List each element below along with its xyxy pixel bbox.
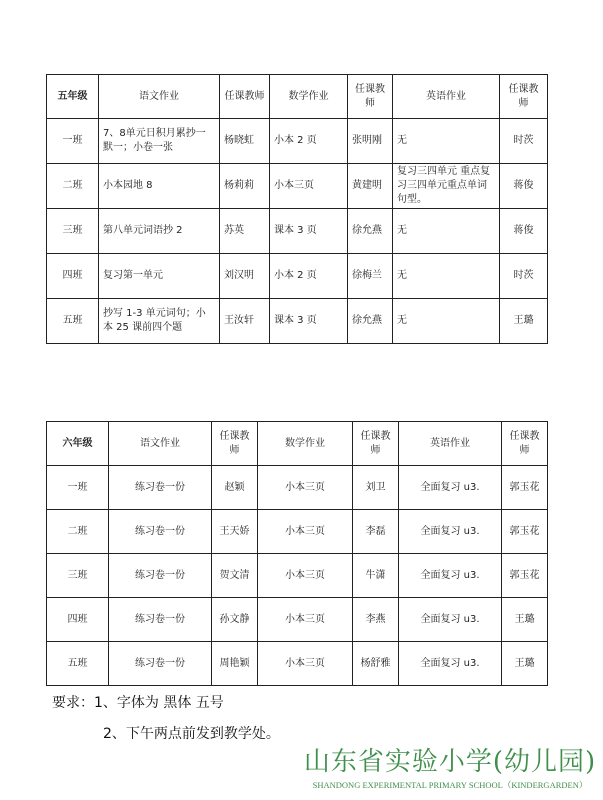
column-header: 任课教师 <box>220 75 270 119</box>
table-cell: 小本 2 页 <box>270 119 348 164</box>
table-cell: 王天娇 <box>212 510 258 554</box>
table-cell: 小本三页 <box>258 642 353 686</box>
table-cell: 复习第一单元 <box>99 254 220 299</box>
class-name-cell: 二班 <box>47 164 99 209</box>
table-cell: 蒋俊 <box>500 209 548 254</box>
table-cell: 无 <box>393 119 500 164</box>
grade6-homework-table <box>46 421 548 686</box>
table-cell: 徐允燕 <box>348 209 393 254</box>
table-cell: 无 <box>393 254 500 299</box>
table-cell: 小本 2 页 <box>270 254 348 299</box>
table-cell: 牛潇 <box>353 554 399 598</box>
table-row <box>47 510 548 554</box>
table-cell: 全面复习 u3. <box>399 554 502 598</box>
column-header: 英语作业 <box>393 75 500 119</box>
table-cell: 全面复习 u3. <box>399 642 502 686</box>
table-cell: 小本三页 <box>258 554 353 598</box>
table-cell: 课本 3 页 <box>270 299 348 344</box>
table-row <box>47 466 548 510</box>
column-header: 语文作业 <box>99 75 220 119</box>
table-cell: 练习卷一份 <box>109 510 212 554</box>
table-row <box>47 642 548 686</box>
table-row <box>47 119 548 164</box>
column-header: 英语作业 <box>399 422 502 466</box>
table-cell: 刘卫 <box>353 466 399 510</box>
table-cell: 赵颖 <box>212 466 258 510</box>
school-logo-english: SHANDONG EXPERIMENTAL PRIMARY SCHOOL（KINDERGARDEN） <box>312 780 588 790</box>
table-cell: 小本三页 <box>258 466 353 510</box>
table-cell: 练习卷一份 <box>109 642 212 686</box>
table-cell: 黄建明 <box>348 164 393 209</box>
table-cell: 练习卷一份 <box>109 466 212 510</box>
table-cell: 张明刚 <box>348 119 393 164</box>
table-cell: 练习卷一份 <box>109 554 212 598</box>
table-cell: 小本三页 <box>270 164 348 209</box>
column-header: 任课教师 <box>212 422 258 466</box>
class-name-cell: 四班 <box>47 254 99 299</box>
school-logo <box>300 745 600 797</box>
school-logo-chinese: 山东省实验小学(幼儿园) <box>303 747 597 777</box>
grade5-homework-table <box>46 74 548 344</box>
table-cell: 王璐 <box>502 598 548 642</box>
table-header-row <box>47 75 548 119</box>
table-cell: 第八单元词语抄 2 <box>99 209 220 254</box>
column-header: 任课教师 <box>348 75 393 119</box>
class-name-cell: 一班 <box>47 466 109 510</box>
table-cell: 杨莉莉 <box>220 164 270 209</box>
column-header: 任课教师 <box>353 422 399 466</box>
table-cell: 时茨 <box>500 119 548 164</box>
table-cell: 7、8单元日积月累抄一默一；小卷一张 <box>99 119 220 164</box>
class-name-cell: 五班 <box>47 642 109 686</box>
table-row <box>47 209 548 254</box>
table-cell: 无 <box>393 209 500 254</box>
column-header: 任课教师 <box>502 422 548 466</box>
table-cell: 孙文静 <box>212 598 258 642</box>
class-name-cell: 一班 <box>47 119 99 164</box>
column-header: 语文作业 <box>109 422 212 466</box>
table-cell: 王璐 <box>500 299 548 344</box>
table-row <box>47 164 548 209</box>
table-row <box>47 554 548 598</box>
table-cell: 全面复习 u3. <box>399 466 502 510</box>
table-cell: 全面复习 u3. <box>399 598 502 642</box>
table-row <box>47 299 548 344</box>
table-cell: 李磊 <box>353 510 399 554</box>
table-cell: 徐梅兰 <box>348 254 393 299</box>
grade-label: 五年级 <box>47 75 99 119</box>
table-header-row <box>47 422 548 466</box>
class-name-cell: 二班 <box>47 510 109 554</box>
table-cell: 抄写 1-3 单元词句；小本 25 课前四个题 <box>99 299 220 344</box>
table-cell: 无 <box>393 299 500 344</box>
class-name-cell: 三班 <box>47 554 109 598</box>
class-name-cell: 四班 <box>47 598 109 642</box>
table-cell: 复习三四单元 重点复习三四单元重点单词句型。 <box>393 164 500 209</box>
table-cell: 小本三页 <box>258 510 353 554</box>
table-cell: 李燕 <box>353 598 399 642</box>
column-header: 数学作业 <box>258 422 353 466</box>
table-cell: 刘汉明 <box>220 254 270 299</box>
table-row <box>47 598 548 642</box>
requirement-line-1: 要求：1、字体为 黑体 五号 <box>52 695 224 711</box>
column-header: 任课教师 <box>500 75 548 119</box>
table-cell: 杨晓虹 <box>220 119 270 164</box>
table-cell: 课本 3 页 <box>270 209 348 254</box>
grade-label: 六年级 <box>47 422 109 466</box>
table-cell: 蒋俊 <box>500 164 548 209</box>
table-cell: 郭玉花 <box>502 466 548 510</box>
table-cell: 王汝轩 <box>220 299 270 344</box>
table-cell: 郭玉花 <box>502 554 548 598</box>
table-cell: 徐允燕 <box>348 299 393 344</box>
requirement-line-2: 2、下午两点前发到教学处。 <box>103 726 280 742</box>
table-cell: 杨舒雅 <box>353 642 399 686</box>
table-cell: 小本三页 <box>258 598 353 642</box>
table-cell: 全面复习 u3. <box>399 510 502 554</box>
table-cell: 郭玉花 <box>502 510 548 554</box>
class-name-cell: 三班 <box>47 209 99 254</box>
table-cell: 时茨 <box>500 254 548 299</box>
table-cell: 周艳颖 <box>212 642 258 686</box>
table-row <box>47 254 548 299</box>
table-cell: 练习卷一份 <box>109 598 212 642</box>
class-name-cell: 五班 <box>47 299 99 344</box>
column-header: 数学作业 <box>270 75 348 119</box>
table-cell: 贺文清 <box>212 554 258 598</box>
table-cell: 苏英 <box>220 209 270 254</box>
table-cell: 小本园地 8 <box>99 164 220 209</box>
table-cell: 王璐 <box>502 642 548 686</box>
